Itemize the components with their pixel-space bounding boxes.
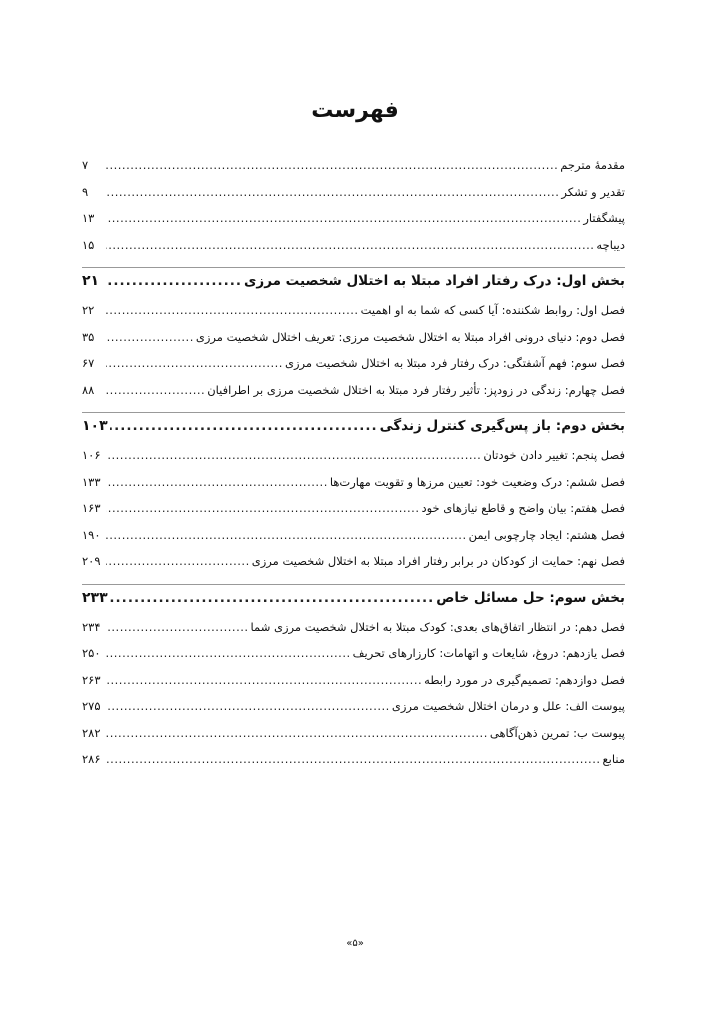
- toc-part-heading[interactable]: [82, 418, 625, 448]
- toc-entry-title: پیشگفتار: [583, 211, 625, 225]
- toc-entry[interactable]: [82, 475, 625, 502]
- toc-entry-title: دیباچه: [596, 237, 625, 252]
- dot-leader: [106, 238, 594, 252]
- dot-leader: [106, 273, 242, 289]
- dot-leader: [106, 699, 390, 713]
- toc-entry[interactable]: [82, 554, 625, 581]
- dot-leader: [106, 752, 601, 766]
- toc-part-page: ۲۳۳: [82, 589, 108, 606]
- page-title: فهرست: [311, 98, 399, 123]
- toc-entry-page: ۲۷۵: [82, 699, 101, 713]
- toc-entry-title: فصل نهم: حمایت از کودکان در برابر رفتار افراد مبتلا به اختلال شخصیت مرزی: [251, 554, 625, 568]
- dot-leader: [106, 158, 558, 172]
- dot-leader: [110, 590, 435, 606]
- dot-leader: [106, 448, 481, 462]
- toc-entry-page: ۸۸: [82, 382, 95, 397]
- toc-entry-page: ۲۵۰: [82, 646, 101, 660]
- dot-leader: [106, 185, 559, 199]
- toc-part-title: بخش سوم: حل مسائل خاص: [436, 589, 625, 606]
- toc-entry-page: ۱۶۳: [82, 501, 101, 515]
- toc-entry-title: فصل هفتم: بیان واضح و قاطع نیازهای خود: [421, 501, 625, 515]
- toc-entry-title: پیوست ب: تمرین ذهن‌آگاهی: [489, 725, 625, 740]
- dot-leader: [106, 330, 194, 344]
- toc-part-page: ۲۱: [82, 273, 100, 289]
- toc-part-heading[interactable]: [82, 273, 625, 303]
- toc-entry-title: منابع: [602, 752, 625, 766]
- dot-leader: [106, 528, 467, 542]
- toc-entry[interactable]: [82, 528, 625, 555]
- toc-entry[interactable]: [82, 158, 625, 185]
- table-of-contents: [82, 158, 625, 779]
- toc-part-heading[interactable]: [82, 590, 625, 620]
- dot-leader: [106, 356, 283, 370]
- section-divider: [82, 267, 625, 268]
- toc-entry[interactable]: [82, 238, 625, 265]
- toc-entry-page: ۲۲: [82, 303, 95, 317]
- dot-leader: [110, 418, 378, 434]
- dot-leader: [106, 620, 249, 634]
- toc-entry-title: فصل سوم: فهم آشفتگی: درک رفتار فرد مبتلا به اختلال شخصیت مرزی: [284, 356, 625, 370]
- toc-entry-title: فصل دوازدهم: تصمیم‌گیری در مورد رابطه: [424, 672, 625, 687]
- toc-entry-page: ۱۵: [82, 237, 95, 252]
- toc-part-page: ۱۰۳: [82, 418, 108, 434]
- toc-entry-page: ۲۶۳: [82, 672, 101, 687]
- toc-entry[interactable]: [82, 752, 625, 779]
- toc-entry-page: ۱۰۶: [82, 448, 101, 462]
- dot-leader: [106, 211, 581, 225]
- toc-entry-page: ۲۸۶: [82, 752, 101, 766]
- dot-leader: [106, 554, 250, 568]
- toc-entry[interactable]: [82, 673, 625, 700]
- toc-entry[interactable]: [82, 330, 625, 357]
- dot-leader: [106, 646, 351, 660]
- toc-entry-title: فصل یازدهم: دروغ، شایعات و اتهامات: کارزارهای تحریف: [352, 646, 625, 660]
- toc-entry-title: فصل هشتم: ایجاد چارچوبی ایمن: [468, 527, 625, 542]
- toc-entry-page: ۲۸۲: [82, 725, 101, 740]
- toc-entry[interactable]: [82, 726, 625, 753]
- toc-entry-title: مقدمهٔ مترجم: [560, 158, 625, 172]
- toc-entry-page: ۶۷: [82, 356, 95, 370]
- dot-leader: [106, 673, 422, 687]
- toc-part-title: بخش اول: درک رفتار افراد مبتلا به اختلال شخصیت مرزی: [244, 273, 625, 289]
- toc-entry[interactable]: [82, 620, 625, 647]
- toc-entry-title: فصل دوم: دنیای درونی افراد مبتلا به اختلال شخصیت مرزی: تعریف اختلال شخصیت مرزی: [195, 329, 625, 344]
- toc-entry-page: ۲۰۹: [82, 554, 101, 568]
- toc-entry-title: تقدیر و تشکر: [561, 184, 625, 199]
- toc-entry[interactable]: [82, 383, 625, 410]
- toc-entry-page: ۱۳۳: [82, 474, 101, 489]
- toc-entry[interactable]: [82, 211, 625, 238]
- toc-entry[interactable]: [82, 448, 625, 475]
- toc-entry-page: ۷: [82, 158, 89, 172]
- toc-entry[interactable]: [82, 501, 625, 528]
- toc-entry[interactable]: [82, 699, 625, 726]
- toc-entry-title: فصل دهم: در انتظار اتفاق‌های بعدی: کودک مبتلا به اختلال شخصیت مرزی شما: [250, 619, 625, 634]
- toc-entry[interactable]: [82, 185, 625, 212]
- toc-entry-title: فصل اول: روابط شکننده: آیا کسی که شما به او اهمیت: [360, 303, 625, 317]
- toc-part-title: بخش دوم: باز پس‌گیری کنترل زندگی: [379, 418, 625, 434]
- toc-entry[interactable]: [82, 646, 625, 673]
- toc-entry-page: ۳۵: [82, 329, 95, 344]
- toc-entry-title: پیوست الف: علل و درمان اختلال شخصیت مرزی: [391, 699, 625, 713]
- dot-leader: [106, 303, 359, 317]
- dot-leader: [106, 383, 205, 397]
- dot-leader: [106, 501, 419, 515]
- dot-leader: [106, 726, 488, 740]
- section-divider: [82, 412, 625, 413]
- toc-entry-page: ۱۹۰: [82, 527, 101, 542]
- toc-entry-page: ۹: [82, 184, 89, 199]
- page-number: «۵»: [346, 938, 364, 949]
- dot-leader: [106, 475, 328, 489]
- toc-entry-title: فصل پنجم: تغییر دادن خودتان: [483, 448, 625, 462]
- toc-entry-title: فصل ششم: درک وضعیت خود: تعیین مرزها و تقویت مهارت‌ها: [329, 474, 625, 489]
- toc-entry[interactable]: [82, 303, 625, 330]
- toc-entry-page: ۲۳۴: [82, 619, 101, 634]
- toc-entry-page: ۱۳: [82, 211, 95, 225]
- section-divider: [82, 584, 625, 585]
- toc-entry[interactable]: [82, 356, 625, 383]
- toc-entry-title: فصل چهارم: زندگی در زودپز: تأثیر رفتار فرد مبتلا به اختلال شخصیت مرزی بر اطرافیان: [207, 382, 625, 397]
